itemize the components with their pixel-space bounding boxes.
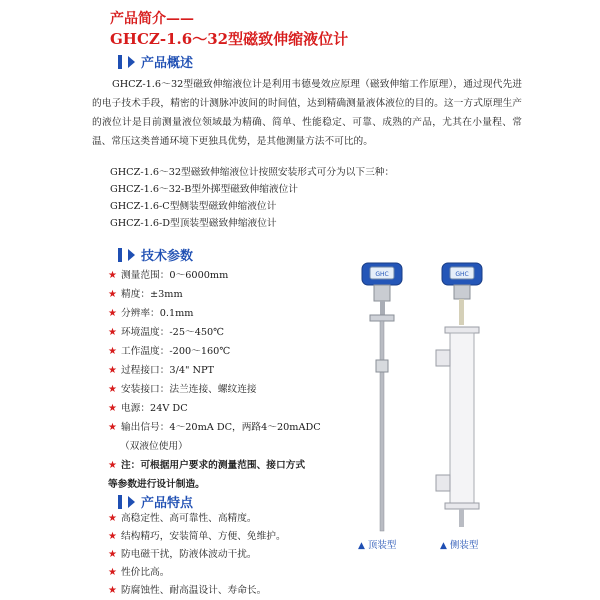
feature-item <box>108 528 286 546</box>
spec-text: 测量范围：0～6000mm <box>120 270 229 281</box>
spec-text: 输出信号：4～20mA DC，两路4～20mADC <box>120 422 321 433</box>
models-intro: GHCZ-1.6～32型磁致伸缩液位计按照安装形式可分为以下三种： <box>110 167 395 178</box>
feature-text: 防电磁干扰，防液体波动干扰。 <box>120 549 257 560</box>
heading-bar-icon <box>118 495 122 509</box>
feature-item <box>108 582 286 600</box>
product-title: GHCZ-1.6～32型磁致伸缩液位计 <box>110 30 349 48</box>
feature-text: 防腐蚀性、耐高温设计、寿命长。 <box>120 585 267 596</box>
spec-text: 工作温度：-200～160℃ <box>120 346 231 357</box>
star-icon: ★ <box>108 549 117 560</box>
star-icon: ★ <box>108 567 117 578</box>
spec-text: 安装接口：法兰连接、螺纹连接 <box>120 384 257 395</box>
spec-item <box>108 380 321 399</box>
side-mount-device-image <box>436 263 482 527</box>
specs-heading <box>118 245 193 264</box>
caption-top-text: 顶装型 <box>367 540 397 551</box>
triangle-icon: ▲ <box>440 541 447 551</box>
feature-item <box>108 564 286 582</box>
spec-text: 分辨率：0.1mm <box>120 308 194 319</box>
heading-triangle-icon <box>128 249 135 261</box>
model-item: GHCZ-1.6-D型顶装型磁致伸缩液位计 <box>110 218 277 229</box>
display-label: GHC <box>375 271 389 278</box>
heading-triangle-icon <box>128 56 135 68</box>
spec-item <box>108 361 321 380</box>
model-item: GHCZ-1.6～32-B型外掷型磁致伸缩液位计 <box>110 184 298 195</box>
star-icon: ★ <box>108 460 117 471</box>
specs-heading-text: 技术参数 <box>141 249 194 264</box>
star-icon: ★ <box>108 531 117 542</box>
feature-item <box>108 546 286 564</box>
heading-bar-icon <box>118 248 122 262</box>
heading-triangle-icon <box>128 496 135 508</box>
spec-text: 环境温度：-25～450℃ <box>120 327 225 338</box>
product-illustrations <box>340 255 500 540</box>
spec-text: 过程接口：3/4" NPT <box>120 365 214 376</box>
star-icon: ★ <box>108 513 117 524</box>
star-icon: ★ <box>108 403 117 414</box>
features-list <box>108 510 286 600</box>
overview-paragraph: GHCZ-1.6～32型磁致伸缩液位计是利用韦德曼效应原理（磁致伸缩工作原理），通过现代先进的电子技术手段，精密的计测脉冲波间的时间值，达到精确测量液体液位的目的。这一方式原理生产的液位计是目前测量液位领域最为精确、简单、性能稳定、可靠、成熟的产品，尤其在小量程、常温、常压这类普通环境下更独具优势，是其他测量方法不可比的。 <box>92 79 522 147</box>
triangle-icon: ▲ <box>358 541 365 551</box>
star-icon: ★ <box>108 270 117 281</box>
star-icon: ★ <box>108 585 117 596</box>
output-note-text: （双液位使用） <box>120 441 188 452</box>
spec-text: 精度：±3mm <box>120 289 183 300</box>
spec-item <box>108 418 321 437</box>
spec-item <box>108 399 321 418</box>
features-heading-text: 产品特点 <box>141 496 194 511</box>
spec-note-line <box>108 456 321 475</box>
top-mount-device-image <box>362 263 402 531</box>
star-icon: ★ <box>108 384 117 395</box>
overview-heading-text: 产品概述 <box>141 56 194 71</box>
header-title: 产品简介—— <box>110 11 194 27</box>
star-icon: ★ <box>108 308 117 319</box>
caption-side-mount <box>440 537 478 551</box>
star-icon: ★ <box>108 327 117 338</box>
spec-item <box>108 285 321 304</box>
specs-list <box>108 266 321 494</box>
spec-item <box>108 342 321 361</box>
spec-item <box>108 323 321 342</box>
features-heading <box>118 492 193 511</box>
star-icon: ★ <box>108 289 117 300</box>
spec-note <box>108 437 321 456</box>
spec-item <box>108 304 321 323</box>
caption-side-text: 侧装型 <box>449 540 479 551</box>
star-icon: ★ <box>108 422 117 433</box>
models-list <box>110 164 394 232</box>
spec-text: 电源：24V DC <box>120 403 188 414</box>
note-text-1: 注：可根据用户要求的测量范围、接口方式 <box>120 460 306 471</box>
feature-text: 高稳定性、高可靠性、高精度。 <box>120 513 257 524</box>
feature-text: 性价比高。 <box>120 567 170 578</box>
feature-text: 结构精巧，安装简单、方便、免维护。 <box>120 531 286 542</box>
heading-bar-icon <box>118 55 122 69</box>
model-item: GHCZ-1.6-C型侧装型磁致伸缩液位计 <box>110 201 277 212</box>
feature-item <box>108 510 286 528</box>
caption-top-mount <box>358 537 396 551</box>
overview-paragraph-block <box>92 75 522 151</box>
note-text-2: 等参数进行设计制造。 <box>108 479 205 490</box>
display-label: GHC <box>455 271 469 278</box>
star-icon: ★ <box>108 365 117 376</box>
overview-heading <box>118 52 193 71</box>
star-icon: ★ <box>108 346 117 357</box>
spec-item <box>108 266 321 285</box>
